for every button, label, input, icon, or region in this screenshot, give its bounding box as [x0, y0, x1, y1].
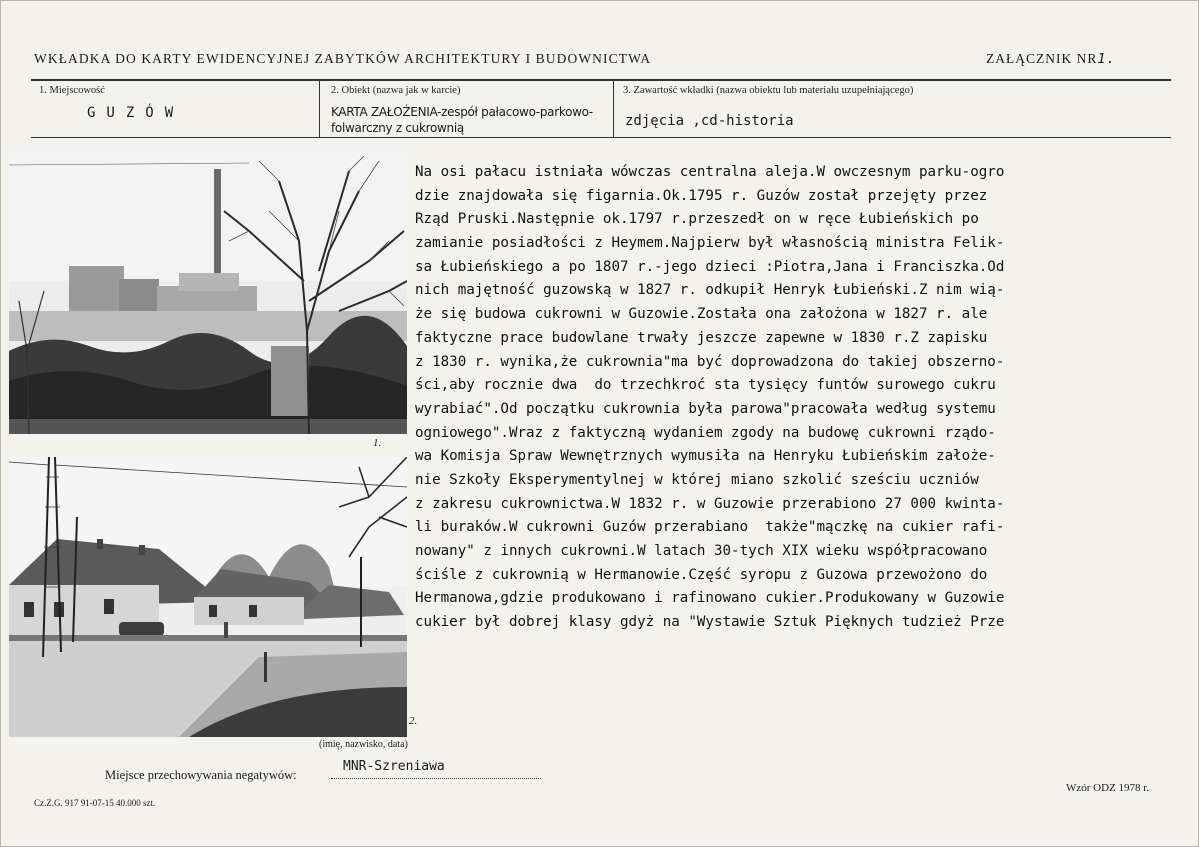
fields-rule — [31, 137, 1171, 138]
history-line: ści,aby rocznie dwa do trzechkroć sta tysięcy funtów surowego cukru — [415, 377, 996, 394]
attachment-number-value: 1. — [1097, 51, 1116, 67]
history-line: cukier był dobrej klasy gdyż na "Wystawie Sztuk Pięknych tudzież Prze — [415, 614, 1005, 631]
attachment-label: ZAŁĄCZNIK NR — [986, 51, 1098, 66]
history-line: Rząd Pruski.Następnie ok.1797 r.przeszedł on w ręce Łubieńskich po — [415, 211, 979, 228]
object-label: 2. Obiekt (nazwa jak w karcie) — [331, 85, 461, 96]
content-value: zdjęcia ,cd-historia — [625, 113, 794, 129]
history-line: li buraków.W cukrowni Guzów przerabiano także"mączkę na cukier rafi- — [415, 519, 1005, 536]
history-line: że się budowa cukrowni w Guzowie.Została ona założona w 1827 r. ale — [415, 306, 988, 323]
negatives-label: Miejsce przechowywania negatywów: — [105, 768, 297, 782]
history-line: Na osi pałacu istniała wówczas centralna aleja.W owczesnym parku-ogro — [415, 164, 1005, 180]
history-line: ściśle z cukrownią w Hermanowie.Część syropu z Guzowa przewożono do — [415, 566, 988, 583]
history-line: nie Szkoły Eksperymentylnej w której miano szkolić sześciu uczniów — [415, 471, 979, 488]
history-line: nowany" z innych cukrowni.W latach 30-tych XIX wieku współpracowano — [415, 543, 988, 559]
photo-1 — [9, 151, 407, 434]
field-divider-2 — [613, 81, 614, 137]
history-line: wyrabiać".Od początku cukrownia była parowa"pracowała według systemu — [415, 400, 996, 417]
photo-1-image — [9, 151, 407, 434]
photo-1-number: 1. — [373, 437, 382, 449]
card-title: WKŁADKA DO KARTY EWIDENCYJNEJ ZABYTKÓW ARCHITEKTURY I BUDOWNICTWA — [34, 51, 652, 66]
negatives-line — [331, 778, 541, 779]
history-line: wa Komisja Spraw Wewnętrznych wymusiła na Henryku Łubieńskim założe- — [415, 448, 996, 465]
locality-label: 1. Miejscowość — [39, 85, 105, 96]
history-line: z 1830 r. wynika,że cukrownia"ma być doprowadzona do takiej obszerno- — [415, 353, 1005, 370]
history-line: faktyczne prace budowlane trwały jeszcze zapewne w 1830 r.Z zapisku — [415, 329, 988, 346]
locality-value: GUZÓW — [87, 105, 185, 121]
content-label: 3. Zawartość wkładki (nazwa obiektu lub materiału uzupełniającego) — [623, 85, 914, 96]
print-code: Cz.Z.G. 917 91-07-15 40.000 szt. — [34, 798, 156, 808]
signature-caption: (imię, nazwisko, data) — [319, 739, 408, 750]
photo-2 — [9, 457, 407, 737]
history-line: dzie znajdowała się figarnia.Ok.1795 r. Guzów został przejęty przez — [415, 187, 988, 204]
form-code: Wzór ODZ 1978 r. — [1066, 782, 1150, 794]
history-line: Hermanowa,gdzie produkowano i rafinowano cukier.Produkowany w Guzowie — [415, 590, 1005, 607]
attachment-number — [986, 51, 1116, 67]
header-rule — [31, 79, 1171, 81]
object-value: KARTA ZAŁOŻENIA-zespół pałacowo-parkowo-folwarczny z cukrownią — [331, 105, 593, 135]
history-text — [415, 161, 1175, 635]
history-line: ogniowego".Wraz z faktyczną wydaniem zgody na budowę cukrowni rządo- — [415, 424, 996, 441]
history-line: z zakresu cukrownictwa.W 1832 r. w Guzowie przerabiono 27 000 kwinta- — [415, 495, 1005, 512]
photo-2-number: 2. — [409, 715, 418, 727]
history-line: sa Łubieńskiego a po 1807 r.-jego dzieci :Piotra,Jana i Franciszka.Od — [415, 258, 1005, 275]
field-divider-1 — [319, 81, 320, 137]
history-line: nich majętność guzowską w 1827 r. odkupił Henryk Łubieński.Z nim wią- — [415, 282, 1005, 299]
history-line: zamianie posiadłości z Heymem.Najpierw był własnością ministra Felik- — [415, 235, 1005, 252]
photo-2-image — [9, 457, 407, 737]
negatives-value: MNR-Szreniawa — [343, 759, 445, 774]
